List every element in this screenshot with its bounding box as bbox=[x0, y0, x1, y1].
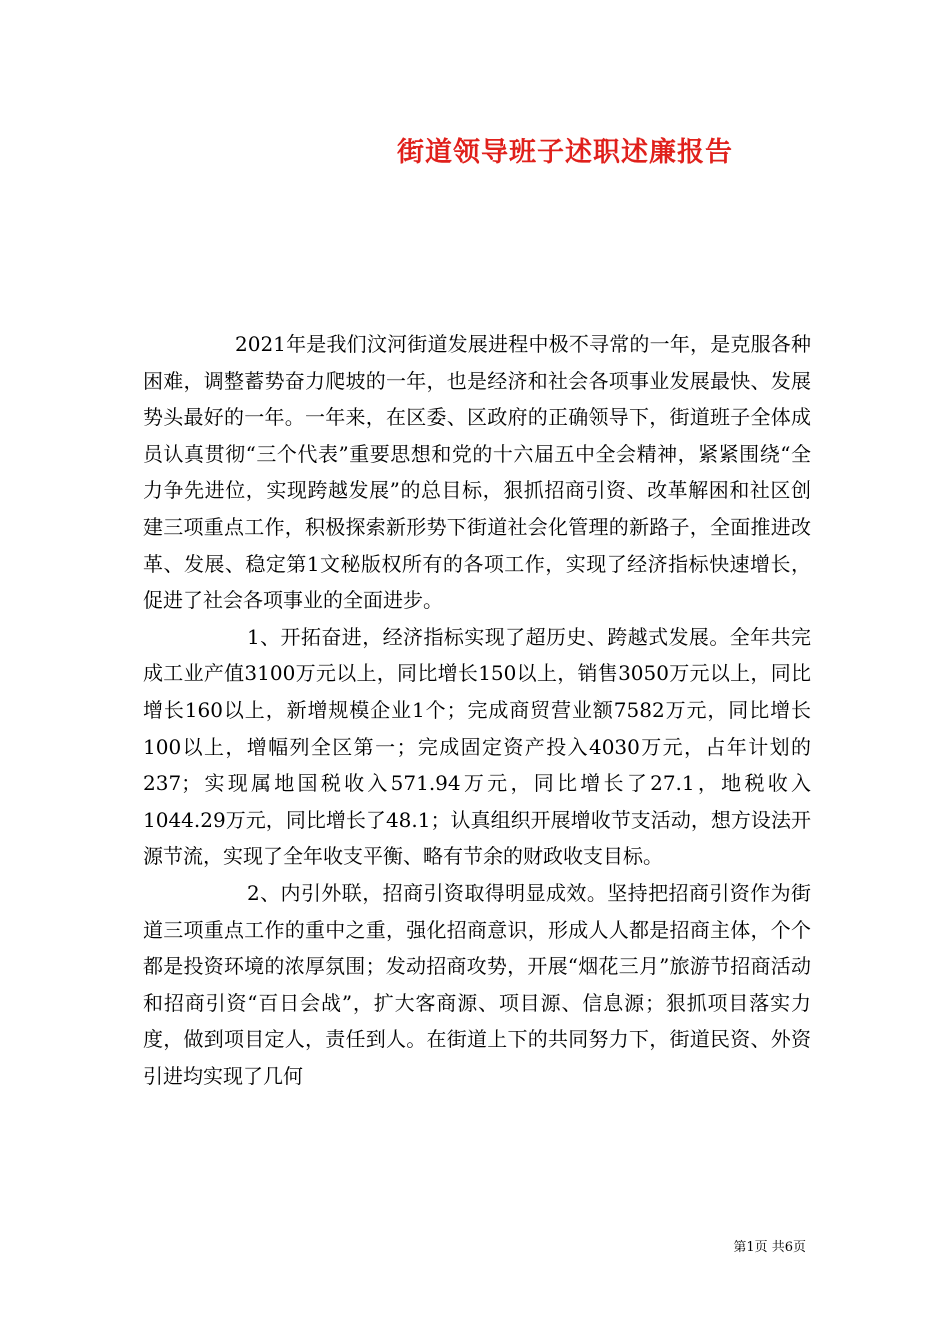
page-number-footer: 第1页 共6页 bbox=[733, 1240, 806, 1255]
paragraph-intro: 2021年是我们汶河街道发展进程中极不寻常的一年，是克服各种困难，调整蓄势奋力爬坡的一年，也是经济和社会各项事业发展最快、发展势头最好的一年。一年来，在区委、区政府的正确领导下，街道班子全体成员认真贯彻“三个代表”重要思想和党的十六届五中全会精神，紧紧围绕“全力争先进位，实现跨越发展”的总目标，狠抓招商引资、改革解困和社区创建三项重点工作，积极探索新形势下街道社会化管理的新路子，全面推进改革、发展、稳定第1文秘版权所有的各项工作，实现了经济指标快速增长，促进了社会各项事业的全面进步。 bbox=[143, 332, 811, 613]
document-title: 街道领导班子述职述廉报告 bbox=[397, 137, 733, 168]
document-body bbox=[143, 326, 811, 1094]
paragraph-investment: 2、内引外联，招商引资取得明显成效。坚持把招商引资作为街道三项重点工作的重中之重，强化招商意识，形成人人都是招商主体，个个都是投资环境的浓厚氛围；发动招商攻势，开展“烟花三月”旅游节招商活动和招商引资“百日会战”，扩大客商源、项目源、信息源；狠抓项目落实力度，做到项目定人，责任到人。在街道上下的共同努力下，街道民资、外资引进均实现了几何 bbox=[143, 880, 811, 1088]
paragraph-economy: 1、开拓奋进，经济指标实现了超历史、跨越式发展。全年共完成工业产值3100万元以上，同比增长150以上，销售3050万元以上，同比增长160以上，新增规模企业1个；完成商贸营业额7582万元，同比增长100以上，增幅列全区第一；完成固定资产投入4030万元，占年计划的237；实现属地国税收入571.94万元，同比增长了27.1，地税收入1044.29万元，同比增长了48.1；认真组织开展增收节支活动，想方设法开源节流，实现了全年收支平衡、略有节余的财政收支目标。 bbox=[143, 624, 811, 869]
